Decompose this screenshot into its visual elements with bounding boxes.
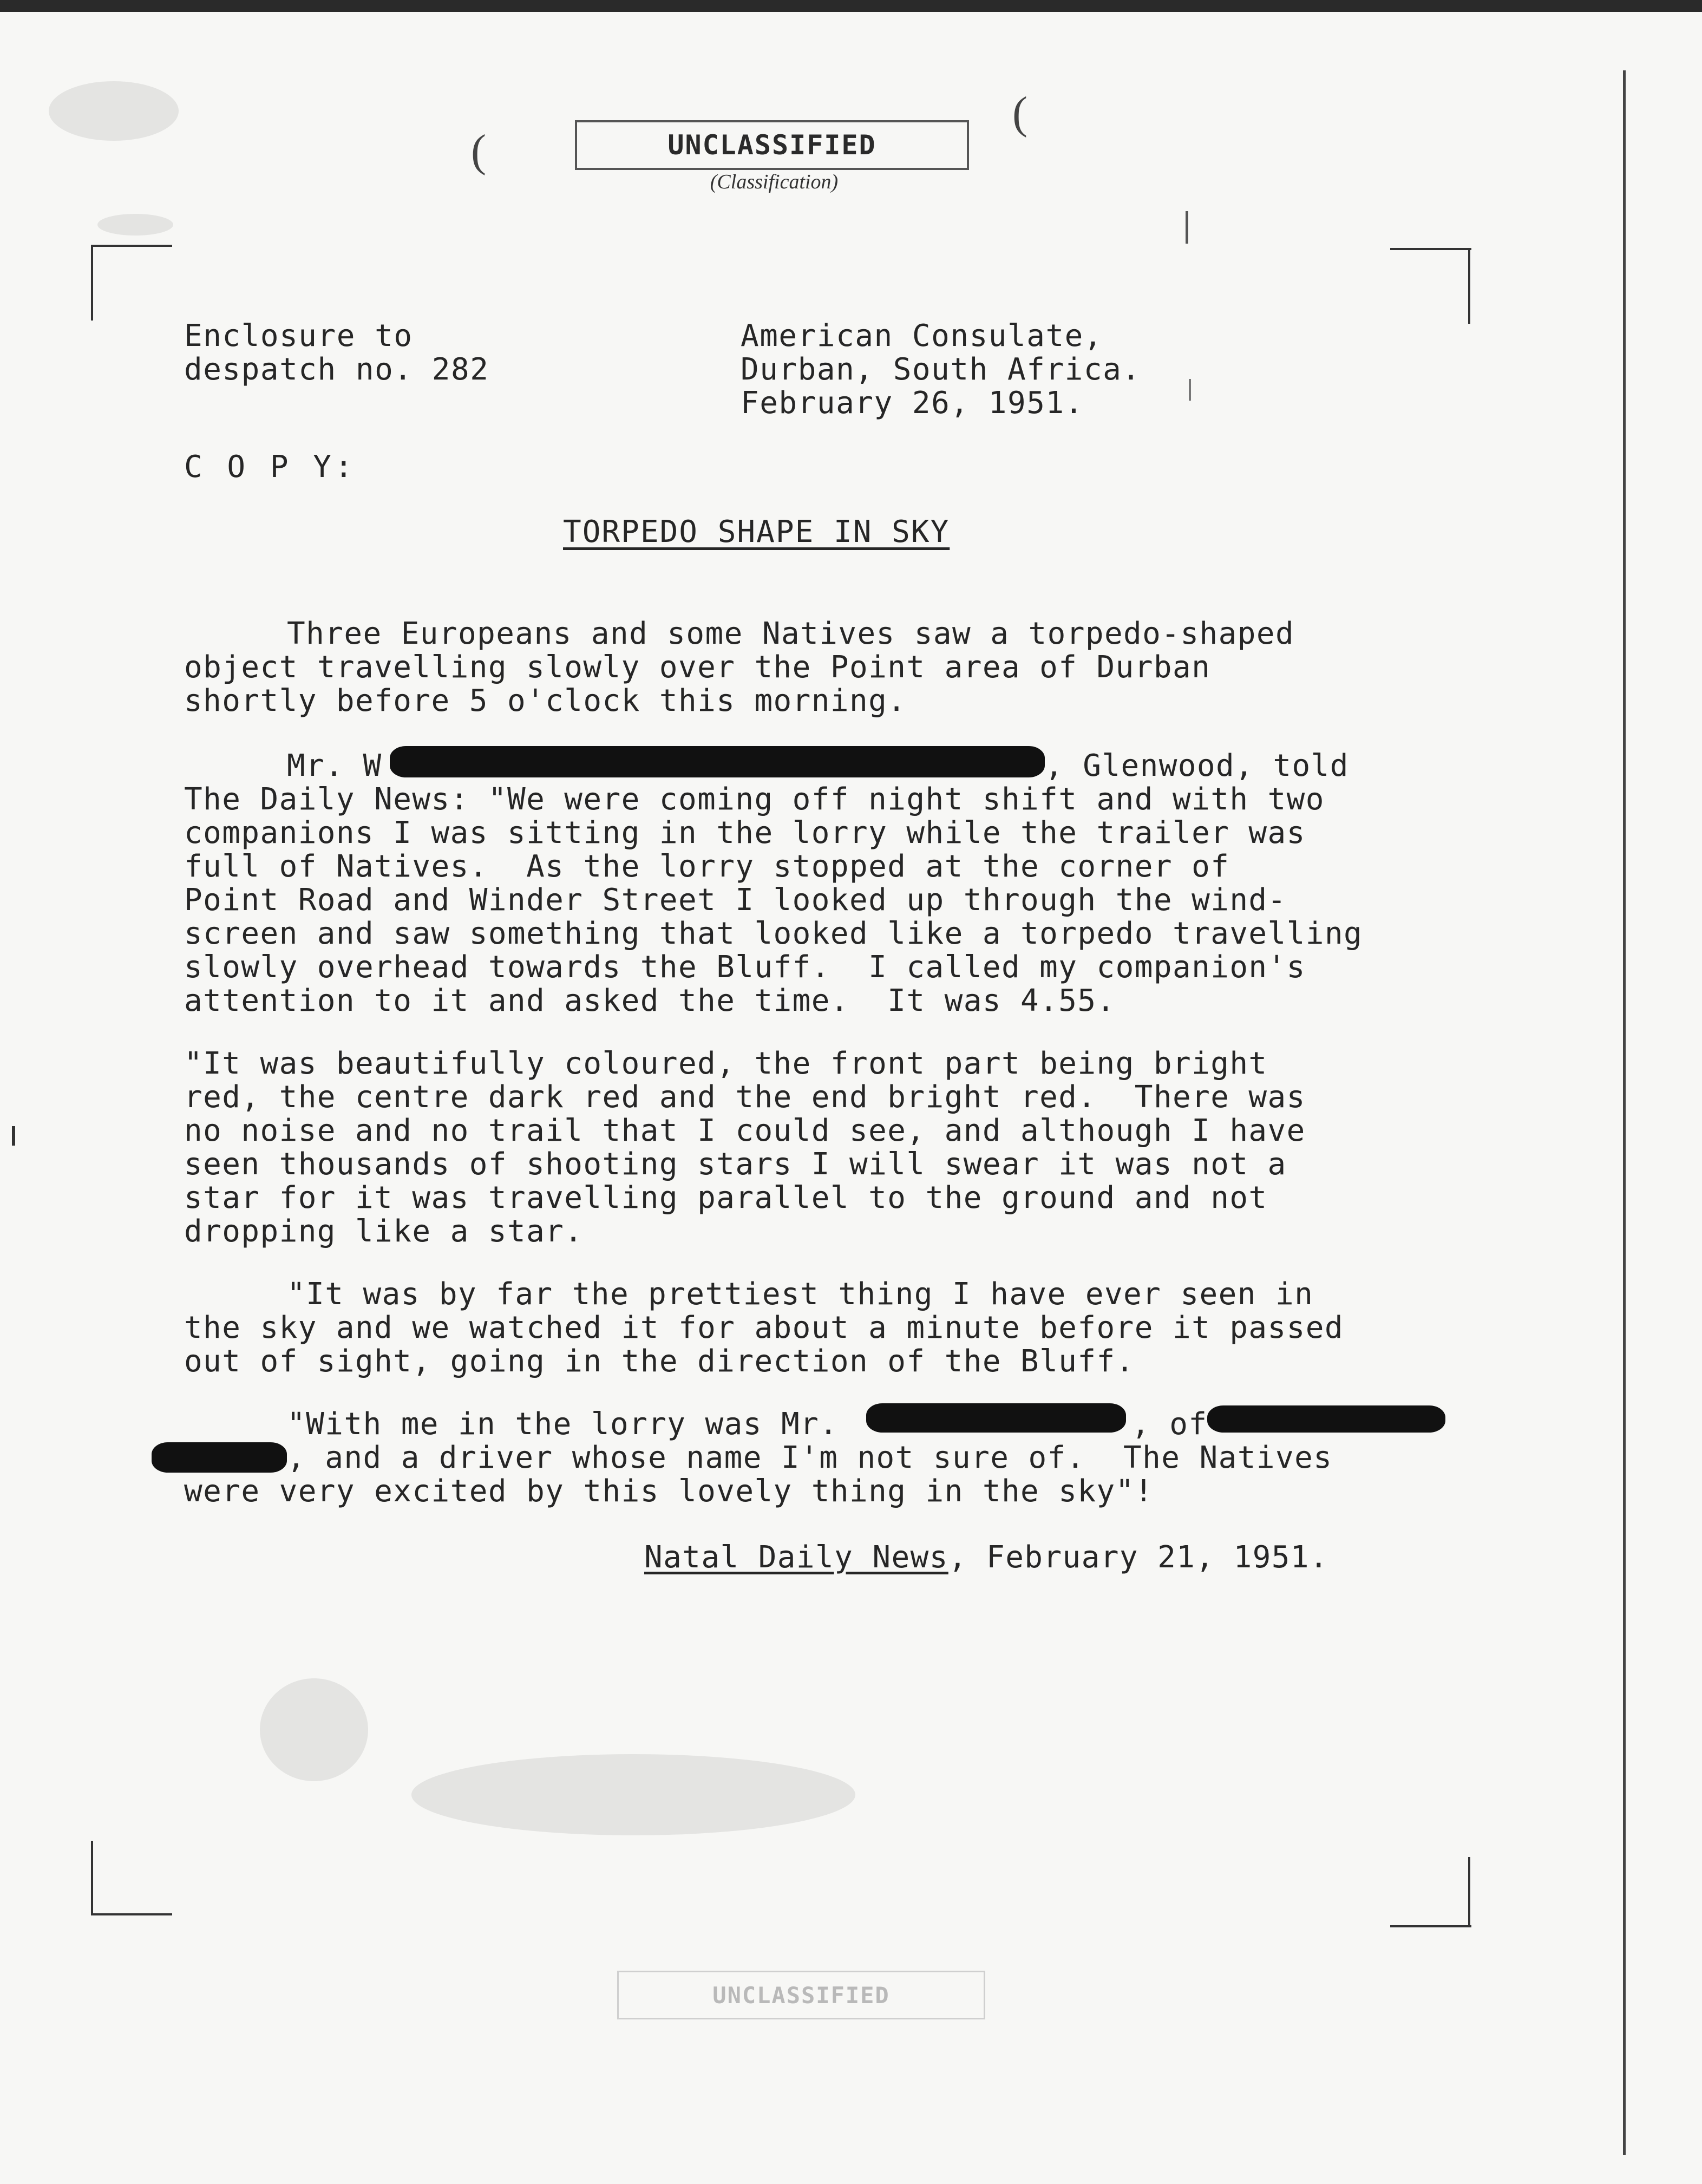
paragraph-2-line-2: The Daily News: "We were coming off night shift and with two [184, 782, 1325, 817]
footer-classification-stamp: UNCLASSIFIED [712, 1982, 890, 2009]
paragraph-3-line-4: seen thousands of shooting stars I will swear it was not a [184, 1147, 1287, 1182]
paragraph-5-line-3: were very excited by this lovely thing in the sky"! [184, 1474, 1154, 1509]
redaction-place-line-2 [152, 1442, 287, 1473]
paragraph-2-line-1-prefix: Mr. W [287, 748, 382, 783]
paren-right: ( [1012, 88, 1027, 138]
paragraph-3-line-3: no noise and no trail that I could see, and although I have [184, 1113, 1306, 1148]
paren-left: ( [471, 126, 486, 176]
classification-stamp-box [575, 120, 969, 170]
paragraph-2-line-4: full of Natives. As the lorry stopped at the corner of [184, 849, 1230, 884]
paragraph-1-line-1: Three Europeans and some Natives saw a torpedo-shaped [287, 616, 1295, 651]
frame-corner-top-left-v [91, 245, 93, 321]
paragraph-3-line-5: star for it was travelling parallel to the ground and not [184, 1180, 1268, 1215]
margin-tick-2 [1189, 379, 1191, 401]
frame-corner-bottom-left [91, 1913, 172, 1915]
paragraph-5-line-1-mid: , of [1131, 1407, 1208, 1442]
scan-edge [0, 0, 1702, 12]
paragraph-2-line-6: screen and saw something that looked like a torpedo travelling [184, 916, 1363, 951]
source-date: , February 21, 1951. [948, 1540, 1329, 1575]
enclosure-line-2: despatch no. 282 [184, 352, 489, 387]
frame-corner-top-left [91, 245, 172, 247]
source-publication: Natal Daily News [644, 1540, 948, 1575]
paragraph-4-line-1: "It was by far the prettiest thing I have ever seen in [287, 1277, 1314, 1312]
copy-label: C O P Y: [184, 449, 356, 485]
frame-corner-bottom-left-v [91, 1841, 93, 1915]
scan-speck [411, 1754, 855, 1835]
scan-speck [260, 1678, 368, 1781]
paragraph-2-line-5: Point Road and Winder Street I looked up through the wind- [184, 882, 1287, 918]
paragraph-5-line-2-suffix: , and a driver whose name I'm not sure of. The Natives [287, 1440, 1333, 1475]
source-citation [644, 1540, 1328, 1575]
page-edge-left-mark [12, 1126, 15, 1146]
paragraph-3-line-6: dropping like a star. [184, 1214, 584, 1249]
footer-classification-box [617, 1971, 985, 2019]
classification-stamp: UNCLASSIFIED [667, 129, 876, 161]
document-date: February 26, 1951. [741, 385, 1084, 421]
classification-caption: (Classification) [710, 171, 839, 193]
paragraph-4-line-3: out of sight, going in the direction of the Bluff. [184, 1344, 1135, 1379]
paragraph-1-line-2: object travelling slowly over the Point area of Durban [184, 650, 1211, 685]
paragraph-5-line-1-prefix: "With me in the lorry was Mr. [287, 1407, 839, 1442]
frame-corner-bottom-right-v [1468, 1857, 1470, 1927]
scan-speck [49, 81, 179, 141]
page-edge-right [1623, 70, 1626, 2155]
redaction-name [390, 746, 1045, 777]
frame-corner-bottom-right [1390, 1925, 1471, 1927]
paragraph-2-line-3: companions I was sitting in the lorry while the trailer was [184, 815, 1306, 851]
scan-speck [97, 214, 173, 236]
frame-corner-top-right [1390, 248, 1471, 250]
paragraph-4-line-2: the sky and we watched it for about a minute before it passed [184, 1310, 1344, 1345]
paragraph-1-line-3: shortly before 5 o'clock this morning. [184, 683, 907, 718]
enclosure-line-1: Enclosure to [184, 318, 413, 354]
redaction-companion-place [1207, 1405, 1445, 1433]
article-title: TORPEDO SHAPE IN SKY [563, 514, 950, 550]
paragraph-2-line-7: slowly overhead towards the Bluff. I called my companion's [184, 950, 1306, 985]
redaction-companion-name [866, 1403, 1126, 1433]
paragraph-2-line-8: attention to it and asked the time. It was 4.55. [184, 983, 1116, 1018]
consulate-line-1: American Consulate, [741, 318, 1103, 354]
paragraph-2-line-1-suffix: , Glenwood, told [1045, 748, 1349, 783]
paragraph-3-line-1: "It was beautifully coloured, the front part being bright [184, 1046, 1268, 1081]
paragraph-3-line-2: red, the centre dark red and the end bright red. There was [184, 1080, 1306, 1115]
frame-corner-top-right-v [1468, 248, 1470, 324]
consulate-line-2: Durban, South Africa. [741, 352, 1141, 387]
margin-tick [1186, 211, 1188, 244]
